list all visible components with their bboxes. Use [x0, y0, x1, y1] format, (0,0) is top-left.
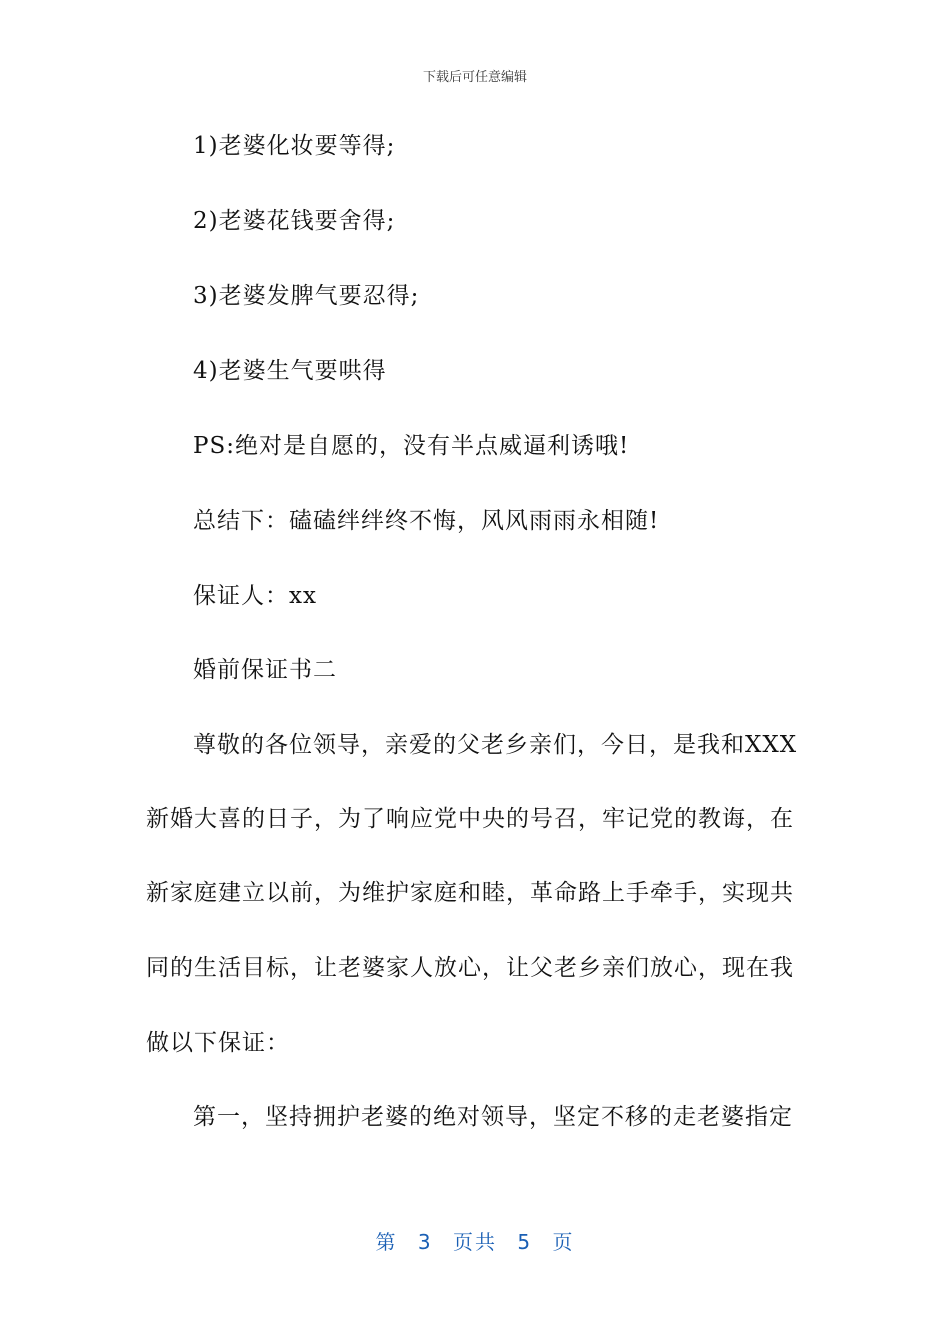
list-item-4: 4)老婆生气要哄得	[193, 358, 387, 384]
list-item-1: 1)老婆化妆要等得;	[193, 133, 396, 159]
paragraph-line: 做以下保证：	[146, 1030, 290, 1056]
paragraph-line: 尊敬的各位领导，亲爱的父老乡亲们，今日，是我和XXX	[193, 732, 798, 758]
paragraph-line: 第一，坚持拥护老婆的绝对领导，坚定不移的走老婆指定	[193, 1104, 793, 1130]
page-number-footer	[0, 1226, 950, 1255]
page-label-suffix: 页	[552, 1230, 575, 1254]
paragraph-line: 新婚大喜的日子，为了响应党中央的号召，牢记党的教诲，在	[146, 806, 794, 832]
paragraph-line: 新家庭建立以前，为维护家庭和睦，革命路上手牵手，实现共	[146, 880, 794, 906]
summary-line: 总结下：磕磕绊绊终不悔，风风雨雨永相随!	[193, 508, 660, 534]
guarantor-line: 保证人：xx	[193, 583, 317, 609]
page-label-prefix: 第	[375, 1230, 398, 1254]
paragraph-line: 同的生活目标，让老婆家人放心，让父老乡亲们放心，现在我	[146, 955, 794, 981]
section-title: 婚前保证书二	[193, 657, 337, 683]
list-item-2: 2)老婆花钱要舍得;	[193, 208, 396, 234]
current-page: 3	[417, 1230, 433, 1254]
header-note: 下载后可任意编辑	[422, 70, 527, 85]
list-item-3: 3)老婆发脾气要忍得;	[193, 283, 420, 309]
page-label-mid: 页共	[453, 1230, 497, 1254]
total-pages: 5	[517, 1230, 533, 1254]
ps-note: PS:绝对是自愿的，没有半点威逼利诱哦!	[193, 433, 630, 459]
